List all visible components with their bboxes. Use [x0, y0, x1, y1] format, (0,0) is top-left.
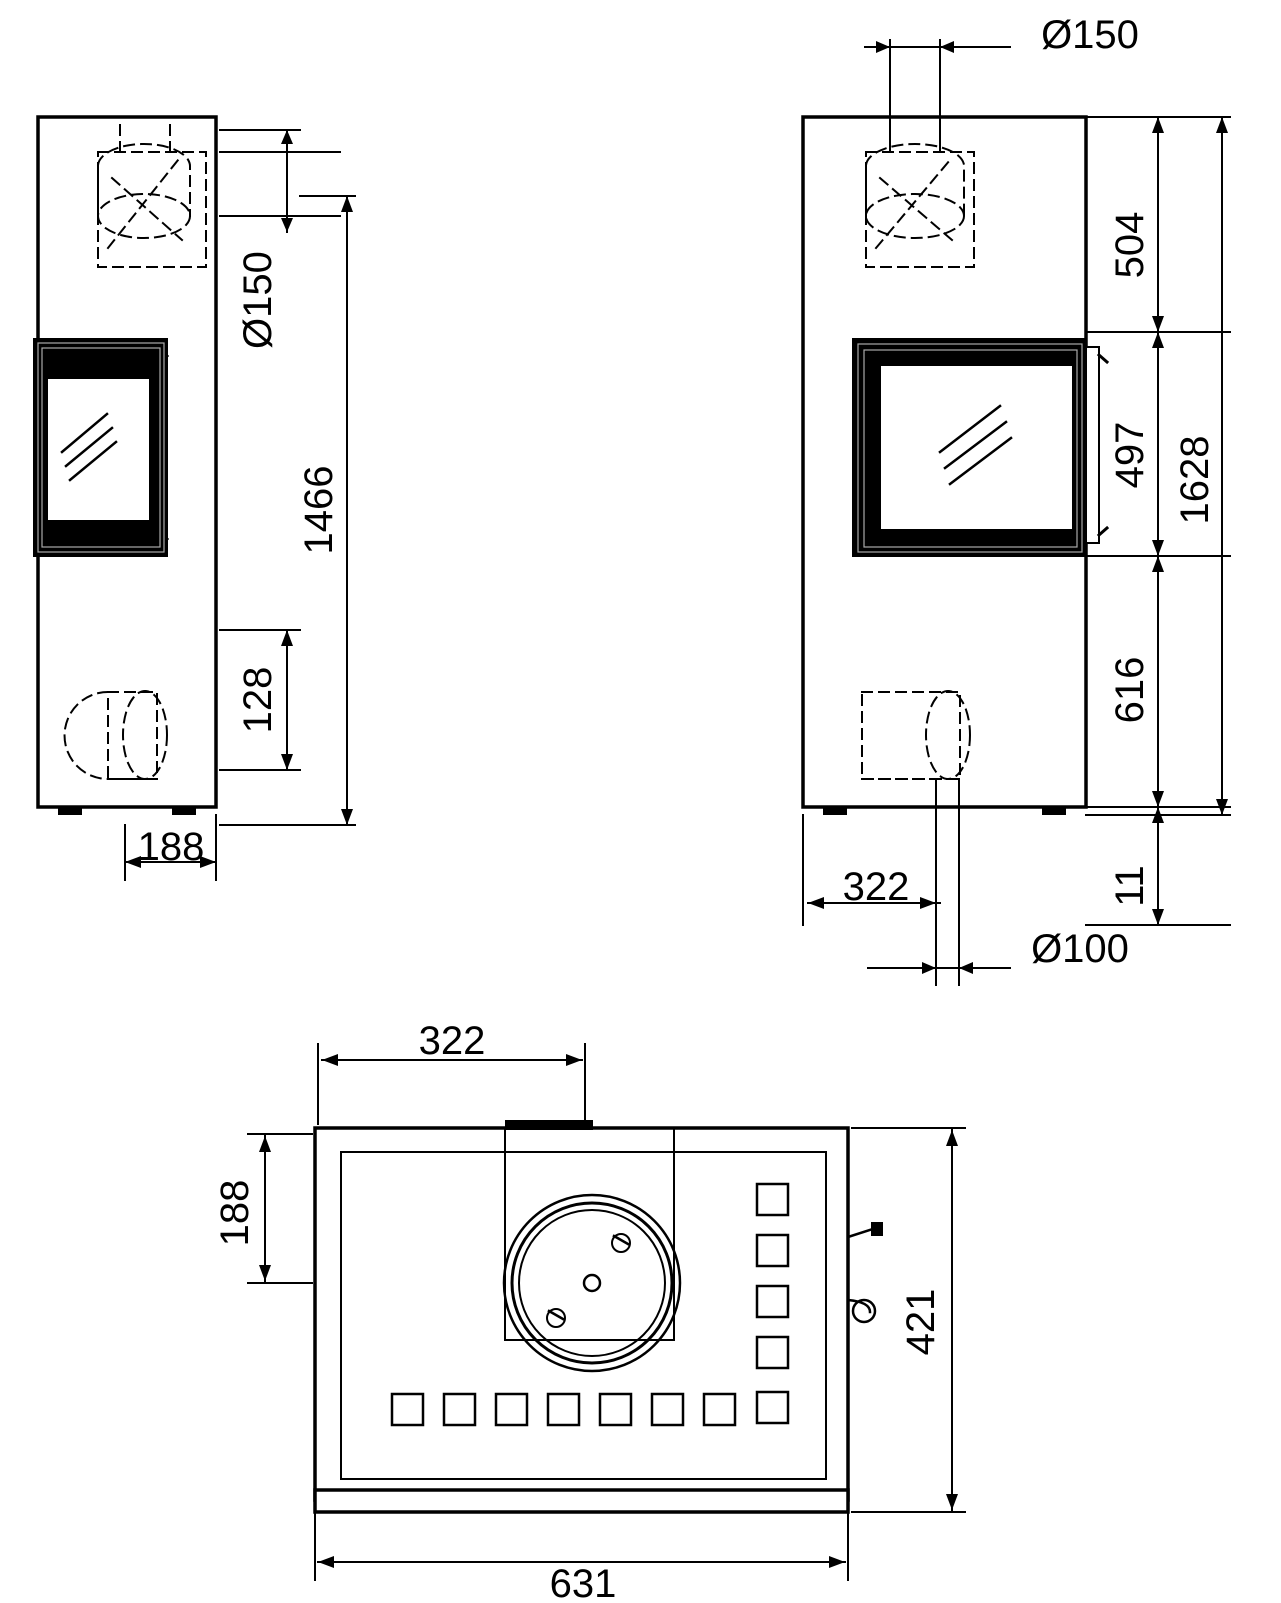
dim-front-top-to-window: 504 — [1108, 211, 1152, 279]
dim-front-window-to-base: 616 — [1108, 656, 1152, 724]
dim-front-window-height: 497 — [1108, 421, 1152, 489]
dim-front-flue-offset: 322 — [842, 865, 910, 909]
dim-top-total-width: 631 — [549, 1562, 617, 1603]
dim-top-total-depth: 421 — [899, 1288, 943, 1356]
dim-side-lower-offset: 128 — [236, 666, 280, 734]
dim-front-air-inlet-diameter: Ø100 — [1031, 927, 1129, 971]
top-view-group — [315, 1120, 883, 1512]
dim-front-total-height: 1628 — [1173, 435, 1217, 525]
dim-side-total-height: 1466 — [297, 465, 341, 555]
dim-top-flue-offset: 322 — [418, 1019, 486, 1063]
dim-side-flue-diameter: Ø150 — [236, 251, 280, 349]
dim-top-front-depth: 188 — [213, 1179, 257, 1247]
front-view-group — [803, 117, 1107, 815]
dim-side-depth: 188 — [137, 825, 205, 869]
side-view-group — [34, 117, 216, 815]
dim-front-foot-height: 11 — [1108, 865, 1152, 907]
dim-front-flue-diameter: Ø150 — [1041, 13, 1139, 57]
